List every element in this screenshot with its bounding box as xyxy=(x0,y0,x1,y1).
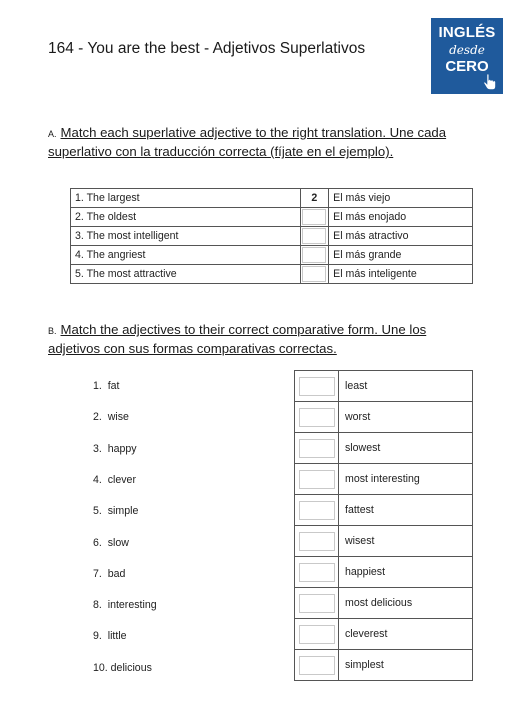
spanish-translation: El más grande xyxy=(329,246,473,265)
spanish-translation: El más inteligente xyxy=(329,265,473,284)
answer-cell[interactable] xyxy=(300,265,329,284)
comparative-form: slowest xyxy=(339,433,473,464)
answer-box[interactable] xyxy=(299,470,335,489)
comparative-form: simplest xyxy=(339,650,473,681)
answer-box[interactable] xyxy=(299,408,335,427)
english-superlative: 1. The largest xyxy=(71,189,301,208)
comparative-form: least xyxy=(339,371,473,402)
answer-cell[interactable] xyxy=(295,464,339,495)
adjective-item: 4. clever xyxy=(93,473,136,486)
answer-box[interactable] xyxy=(299,377,335,396)
spanish-translation: El más viejo xyxy=(329,189,473,208)
adjective-item: 7. bad xyxy=(93,567,126,580)
answer-cell[interactable] xyxy=(300,208,329,227)
comparative-form: happiest xyxy=(339,557,473,588)
adjective-item: 3. happy xyxy=(93,442,137,455)
answer-box[interactable] xyxy=(302,228,326,244)
answer-box[interactable] xyxy=(299,439,335,458)
answer-box[interactable] xyxy=(302,247,326,263)
english-superlative: 2. The oldest xyxy=(71,208,301,227)
answer-box[interactable] xyxy=(299,532,335,551)
comparative-form-table xyxy=(294,370,473,681)
table-row xyxy=(71,189,473,208)
answer-cell[interactable] xyxy=(295,619,339,650)
comparative-form: wisest xyxy=(339,526,473,557)
english-superlative: 5. The most attractive xyxy=(71,265,301,284)
english-superlative: 4. The angriest xyxy=(71,246,301,265)
answer-cell[interactable] xyxy=(295,402,339,433)
answer-cell[interactable] xyxy=(300,227,329,246)
comparative-form: worst xyxy=(339,402,473,433)
answer-cell[interactable] xyxy=(295,433,339,464)
answer-cell[interactable] xyxy=(295,526,339,557)
table-row xyxy=(295,650,473,681)
answer-cell[interactable] xyxy=(295,371,339,402)
ingles-desde-cero-logo[interactable] xyxy=(431,18,503,94)
answer-box[interactable] xyxy=(299,625,335,644)
section-b-instruction-text: Match the adjectives to their correct comparative form. Une los adjetivos con sus formas comparativas correctas. xyxy=(48,322,427,356)
logo-line-2: desde xyxy=(449,43,485,57)
table-row xyxy=(295,526,473,557)
worksheet-title: 164 - You are the best - Adjetivos Superlativos xyxy=(48,40,366,57)
table-row xyxy=(295,557,473,588)
table-row xyxy=(295,588,473,619)
comparative-form: most interesting xyxy=(339,464,473,495)
section-a-letter: A. xyxy=(48,129,57,139)
answer-value: 2 xyxy=(311,192,318,204)
answer-cell[interactable] xyxy=(295,588,339,619)
spanish-translation: El más atractivo xyxy=(329,227,473,246)
answer-cell[interactable] xyxy=(295,650,339,681)
section-b-instruction xyxy=(48,321,478,357)
answer-box[interactable] xyxy=(302,209,326,225)
adjective-item: 1. fat xyxy=(93,380,120,392)
comparative-form: cleverest xyxy=(339,619,473,650)
answer-box[interactable] xyxy=(299,501,335,520)
adjective-item: 5. simple xyxy=(93,505,139,518)
table-row xyxy=(71,246,473,265)
table-row xyxy=(295,619,473,650)
table-row xyxy=(71,227,473,246)
section-b-letter: B. xyxy=(48,326,57,336)
section-a-instruction-text: Match each superlative adjective to the right translation. Une cada superlativo con la traducción correcta (fíjate en el ejemplo). xyxy=(48,125,447,159)
adjective-item: 10. delicious xyxy=(93,661,152,674)
answer-cell[interactable] xyxy=(300,246,329,265)
table-row xyxy=(295,495,473,526)
table-row xyxy=(295,433,473,464)
logo-line-3: CERO xyxy=(445,58,489,75)
table-row xyxy=(295,464,473,495)
answer-box[interactable] xyxy=(299,594,335,613)
answer-box[interactable] xyxy=(299,656,335,675)
superlative-match-table xyxy=(70,188,473,284)
logo-line-1: INGLÉS xyxy=(438,24,496,41)
pointer-cursor-icon xyxy=(483,74,497,90)
spanish-translation: El más enojado xyxy=(329,208,473,227)
adjective-item: 2. wise xyxy=(93,411,129,424)
section-a-instruction xyxy=(48,124,478,160)
table-row xyxy=(295,402,473,433)
answer-box[interactable] xyxy=(302,266,326,282)
table-row xyxy=(71,208,473,227)
answer-cell[interactable] xyxy=(295,495,339,526)
english-superlative: 3. The most intelligent xyxy=(71,227,301,246)
adjective-item: 9. little xyxy=(93,630,127,643)
adjective-item: 8. interesting xyxy=(93,599,157,612)
table-row xyxy=(295,371,473,402)
comparative-form: most delicious xyxy=(339,588,473,619)
table-row xyxy=(71,265,473,284)
adjective-item: 6. slow xyxy=(93,536,129,549)
comparative-form: fattest xyxy=(339,495,473,526)
answer-cell[interactable] xyxy=(295,557,339,588)
answer-box[interactable] xyxy=(299,563,335,582)
answer-cell[interactable] xyxy=(300,189,329,208)
